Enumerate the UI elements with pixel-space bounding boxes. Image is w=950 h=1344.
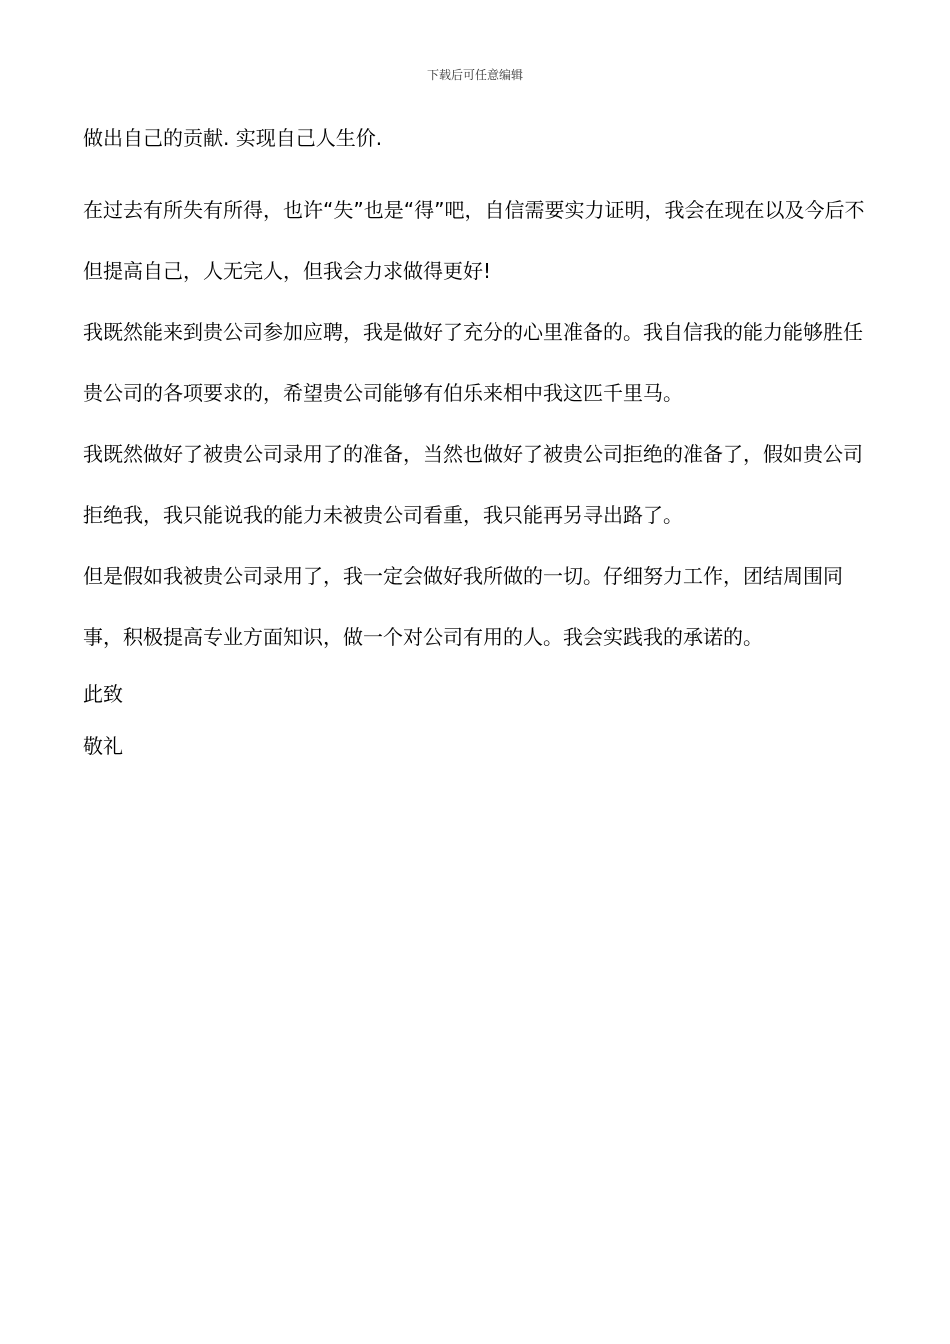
paragraph-5: 但是假如我被贵公司录用了，我一定会做好我所做的一切。仔细努力工作，团结周围同事，积极提高专业方面知识，做一个对公司有用的人。我会实践我的承诺的。: [83, 564, 843, 649]
paragraph-4: 我既然做好了被贵公司录用了的准备，当然也做好了被贵公司拒绝的准备了，假如贵公司拒绝我，我只能说我的能力未被贵公司看重，我只能再另寻出路了。: [83, 442, 863, 527]
closing-salutation: 此致: [83, 682, 123, 706]
closing-regards: 敬礼: [83, 734, 123, 758]
page-header: 下载后可任意编辑: [426, 68, 523, 82]
paragraph-2: 在过去有所失有所得，也许“失”也是“得”吧，自信需要实力证明，我会在现在以及今后不但提高自己，人无完人，但我会力求做得更好!: [83, 198, 865, 283]
paragraph-1: 做出自己的贡献. 实现自己人生价.: [83, 126, 383, 150]
paragraph-3: 我既然能来到贵公司参加应聘，我是做好了充分的心里准备的。我自信我的能力能够胜任贵公司的各项要求的，希望贵公司能够有伯乐来相中我这匹千里马。: [83, 320, 863, 405]
letter-body: [83, 120, 873, 772]
